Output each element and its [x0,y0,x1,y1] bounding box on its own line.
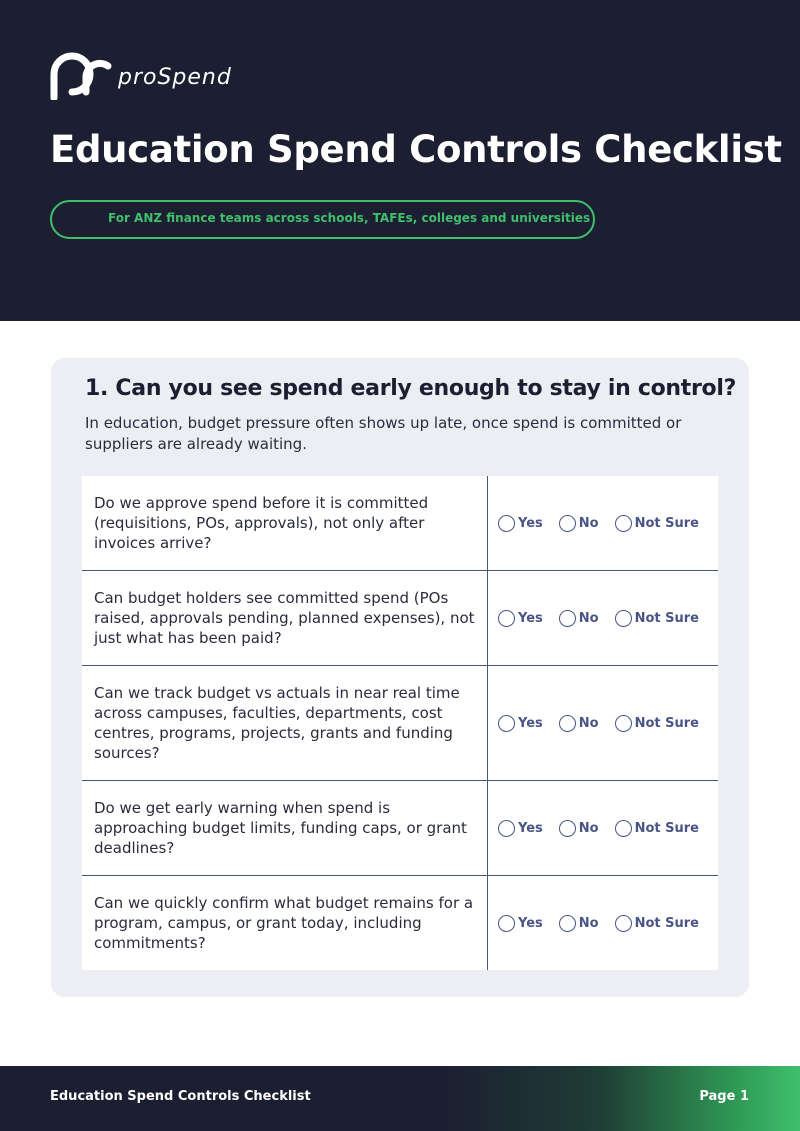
radio-yes[interactable] [498,915,515,932]
option-yes[interactable] [498,915,543,932]
section-card [51,358,749,997]
radio-yes[interactable] [498,820,515,837]
question-text: Do we approve spend before it is committed (requisitions, POs, approvals), not only after invoices arrive? [82,476,488,570]
option-yes[interactable] [498,610,543,627]
radio-not-sure[interactable] [615,610,632,627]
option-yes[interactable] [498,515,543,532]
page-title: Education Spend Controls Checklist [50,128,782,171]
option-yes[interactable] [498,715,543,732]
radio-no[interactable] [559,715,576,732]
footer-title: Education Spend Controls Checklist [50,1089,311,1104]
checklist-row [82,476,718,571]
page-number: Page 1 [699,1089,749,1104]
radio-no[interactable] [559,610,576,627]
option-no-label: No [578,820,599,836]
option-yes[interactable] [498,820,543,837]
audience-tagline [50,200,595,239]
checklist-row [82,876,718,970]
audience-tagline-text: For ANZ finance teams across schools, TAFEs, colleges and universities [108,211,591,225]
radio-yes[interactable] [498,515,515,532]
answer-options [488,781,718,875]
option-not-sure-label: Not Sure [634,820,699,836]
option-not-sure[interactable] [615,820,699,837]
question-text: Can we track budget vs actuals in near real time across campuses, faculties, departments, cost centres, programs, projects, grants and funding sources? [82,666,488,780]
answer-options [488,876,718,970]
checklist-table [82,476,718,970]
option-no-label: No [578,915,599,931]
option-not-sure-label: Not Sure [634,715,699,731]
radio-not-sure[interactable] [615,820,632,837]
logo-text: proSpend [118,64,232,90]
radio-no[interactable] [559,515,576,532]
logo [50,52,232,100]
option-no-label: No [578,715,599,731]
footer-bar [0,1066,800,1131]
header-banner [0,0,800,321]
section-subtitle: In education, budget pressure often shows up late, once spend is committed or suppliers are already waiting. [85,414,682,453]
radio-no[interactable] [559,915,576,932]
option-yes-label: Yes [518,915,543,931]
option-yes-label: Yes [518,610,543,626]
question-text: Can we quickly confirm what budget remains for a program, campus, or grant today, including commitments? [82,876,488,970]
option-no[interactable] [559,715,599,732]
prospend-logo-icon [50,52,112,100]
option-no[interactable] [559,515,599,532]
radio-no[interactable] [559,820,576,837]
option-yes-label: Yes [518,515,543,531]
radio-not-sure[interactable] [615,515,632,532]
option-no[interactable] [559,915,599,932]
section-title: 1. Can you see spend early enough to stay in control? [85,376,737,401]
option-not-sure[interactable] [615,515,699,532]
option-yes-label: Yes [518,820,543,836]
checklist-row [82,781,718,876]
question-text: Do we get early warning when spend is approaching budget limits, funding caps, or grant deadlines? [82,781,488,875]
radio-yes[interactable] [498,715,515,732]
option-not-sure[interactable] [615,715,699,732]
option-no-label: No [578,610,599,626]
radio-not-sure[interactable] [615,715,632,732]
option-no[interactable] [559,610,599,627]
option-not-sure-label: Not Sure [634,515,699,531]
radio-yes[interactable] [498,610,515,627]
option-no[interactable] [559,820,599,837]
question-text: Can budget holders see committed spend (POs raised, approvals pending, planned expenses), not just what has been paid? [82,571,488,665]
option-not-sure-label: Not Sure [634,915,699,931]
option-not-sure[interactable] [615,915,699,932]
radio-not-sure[interactable] [615,915,632,932]
checklist-row [82,571,718,666]
option-yes-label: Yes [518,715,543,731]
option-not-sure[interactable] [615,610,699,627]
checklist-row [82,666,718,781]
option-no-label: No [578,515,599,531]
answer-options [488,476,718,570]
answer-options [488,666,718,780]
option-not-sure-label: Not Sure [634,610,699,626]
answer-options [488,571,718,665]
